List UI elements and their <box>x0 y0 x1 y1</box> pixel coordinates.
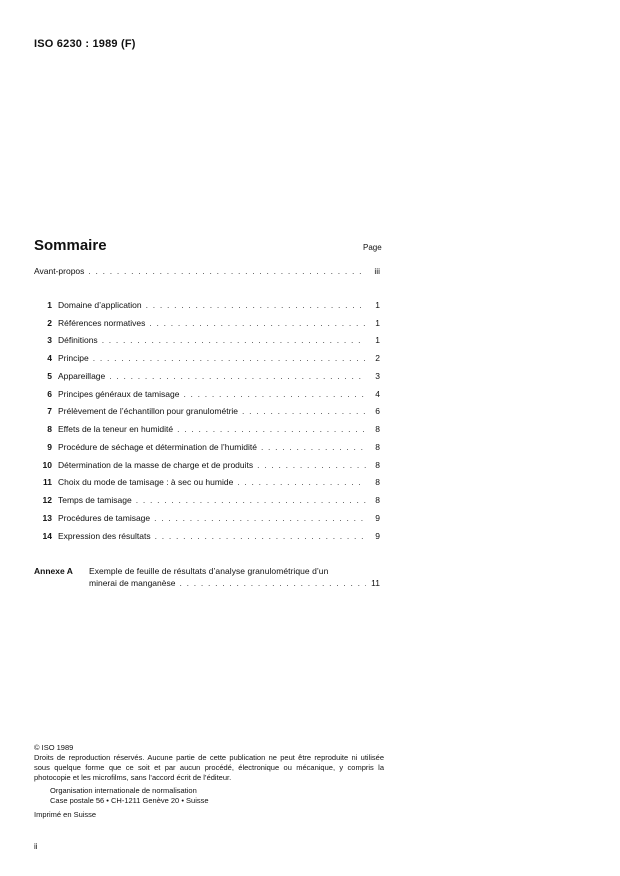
toc-entry-text: Définitions <box>58 335 98 345</box>
toc-entry-number: 2 <box>47 318 52 328</box>
toc-entry-page: 9 <box>375 513 380 523</box>
toc-entry-page: 2 <box>375 353 380 363</box>
toc-entry-text: Expression des résultats <box>58 531 151 541</box>
toc-entry-number: 8 <box>47 424 52 434</box>
toc-entry-page: 8 <box>375 495 380 505</box>
toc-entry-9[interactable] <box>34 442 380 454</box>
toc-entry-text: Références normatives <box>58 318 146 328</box>
toc-entry-number: 11 <box>43 477 52 487</box>
toc-entry-page: 6 <box>375 406 380 416</box>
toc-title: Sommaire <box>34 237 107 254</box>
toc-entry-14[interactable] <box>34 531 380 543</box>
leader-dots <box>88 266 366 276</box>
toc-entry-text: Domaine d’application <box>58 300 142 310</box>
leader-dots <box>183 389 366 399</box>
toc-entry-number: 1 <box>47 300 52 310</box>
toc-entry-number: 9 <box>47 442 52 452</box>
rights-statement: Droits de reproduction réservés. Aucune partie de cette publication ne peut être reproduite ni utilisée sous quelque forme que ce soit et par aucun procédé, électronique ou mécanique, y compris la photocopie et les microfilms, sans l’accord écrit de l’éditeur. <box>34 753 384 782</box>
toc-entry-11[interactable] <box>34 477 380 489</box>
toc-page-column-label: Page <box>363 243 382 252</box>
annex-title-line1: Exemple de feuille de résultats d’analyse granulométrique d’un <box>89 566 329 576</box>
toc-entry-number: 4 <box>47 353 52 363</box>
toc-entry-8[interactable] <box>34 424 380 436</box>
toc-entry-page: iii <box>374 266 380 276</box>
toc-entry-2[interactable] <box>34 318 380 330</box>
annex-label: Annexe A <box>34 566 73 576</box>
toc-entry-text: Choix du mode de tamisage : à sec ou humide <box>58 477 234 487</box>
toc-entry-number: 6 <box>47 389 52 399</box>
toc-entry-foreword[interactable] <box>34 266 380 278</box>
page-number: ii <box>34 842 38 851</box>
toc-entry-number: 12 <box>42 495 52 505</box>
toc-entry-number: 3 <box>47 335 52 345</box>
toc-entry-page: 4 <box>375 389 380 399</box>
toc-entry-text: Avant-propos <box>34 266 85 276</box>
leader-dots <box>109 371 366 381</box>
toc-entry-number: 5 <box>47 371 52 381</box>
leader-dots <box>154 513 366 523</box>
toc-entry-text: Prélèvement de l’échantillon pour granulométrie <box>58 406 239 416</box>
leader-dots <box>136 495 366 505</box>
toc-entry-number: 13 <box>42 513 52 523</box>
toc-entry-text: Temps de tamisage <box>58 495 132 505</box>
leader-dots <box>149 318 366 328</box>
toc-entry-number: 7 <box>47 406 52 416</box>
toc-entry-text: Effets de la teneur en humidité <box>58 424 174 434</box>
leader-dots <box>177 424 366 434</box>
toc-entry-page: 8 <box>375 442 380 452</box>
toc-entry-page: 9 <box>375 531 380 541</box>
standard-id-header: ISO 6230 : 1989 (F) <box>34 38 136 50</box>
toc-entry-text: Procédure de séchage et détermination de l’humidité <box>58 442 257 452</box>
toc-entry-5[interactable] <box>34 371 380 383</box>
leader-dots <box>257 460 366 470</box>
leader-dots <box>102 335 366 345</box>
leader-dots <box>146 300 366 310</box>
toc-entry-number: 14 <box>42 531 52 541</box>
toc-entry-page: 1 <box>375 318 380 328</box>
toc-entry-7[interactable] <box>34 406 380 418</box>
leader-dots <box>261 442 366 452</box>
toc-entry-page: 1 <box>375 335 380 345</box>
annex-title-line2: minerai de manganèse <box>89 578 176 588</box>
printed-in: Imprimé en Suisse <box>34 810 97 819</box>
toc-entry-number: 10 <box>42 460 52 470</box>
leader-dots <box>179 578 366 588</box>
toc-entry-text: Appareillage <box>58 371 106 381</box>
copyright-notice <box>34 743 384 820</box>
toc-entry-12[interactable] <box>34 495 380 507</box>
organization-address: Case postale 56 • CH-1211 Genève 20 • Suisse <box>50 796 209 805</box>
toc-entry-page: 1 <box>375 300 380 310</box>
toc-entry-6[interactable] <box>34 389 380 401</box>
toc-entry-text: Détermination de la masse de charge et de produits <box>58 460 254 470</box>
toc-entry-text: Principes généraux de tamisage <box>58 389 180 399</box>
toc-entry-3[interactable] <box>34 335 380 347</box>
toc-entry-page: 8 <box>375 424 380 434</box>
toc-entry-page: 11 <box>371 578 380 588</box>
toc-entry-13[interactable] <box>34 513 380 525</box>
toc-entry-page: 8 <box>375 460 380 470</box>
toc-entry-4[interactable] <box>34 353 380 365</box>
toc-entry-text: Principe <box>58 353 89 363</box>
leader-dots <box>155 531 366 541</box>
leader-dots <box>242 406 366 416</box>
annex-title-line2-row <box>89 578 380 590</box>
toc-entry-10[interactable] <box>34 460 380 472</box>
toc-entry-page: 3 <box>375 371 380 381</box>
organization-name: Organisation internationale de normalisation <box>50 786 197 795</box>
toc-entry-1[interactable] <box>34 300 380 312</box>
leader-dots <box>237 477 366 487</box>
toc-entry-page: 8 <box>375 477 380 487</box>
leader-dots <box>93 353 366 363</box>
copyright-line: © ISO 1989 <box>34 743 74 752</box>
toc-entry-text: Procédures de tamisage <box>58 513 151 523</box>
